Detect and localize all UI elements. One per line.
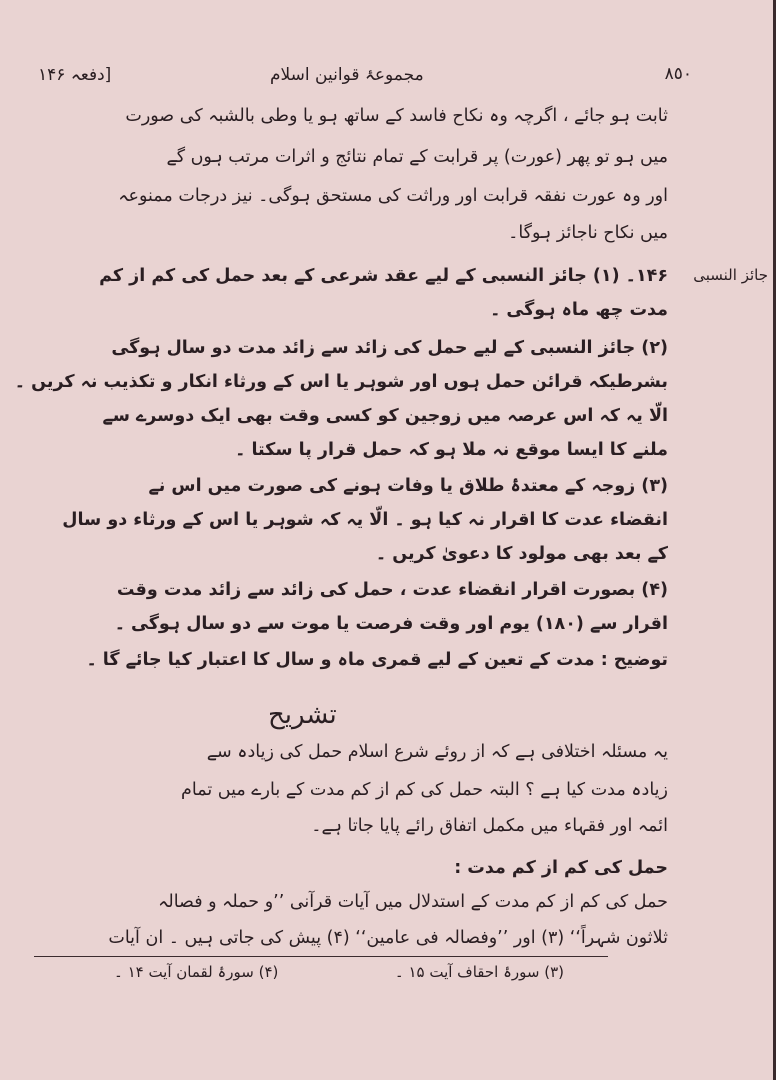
intro-line: اور وہ عورت نفقہ قرابت اور وراثت کی مستحق ہوگی۔ نیز درجات ممنوعہ xyxy=(118,186,668,206)
article-line: اقرار سے (۱۸۰) یوم اور وقت فرصت یا موت سے دو سال ہوگی ۔ xyxy=(114,614,668,634)
article-line: ملنے کا ایسا موقع نہ ملا ہو کہ حمل قرار پا سکتا ۔ xyxy=(235,440,668,460)
margin-note: جائز النسبی xyxy=(693,266,768,284)
commentary-heading: تشریح xyxy=(268,700,337,730)
book-title: مجموعۂ قوانین اسلام xyxy=(270,65,424,85)
article-line: بشرطیکہ قرائن حمل ہوں اور شوہر یا اس کے ورثاء انکار و تکذیب نہ کریں ۔ xyxy=(14,372,668,392)
page-number: ٨٥٠ xyxy=(664,64,692,84)
subsection-line: حمل کی کم از کم مدت کے استدلال میں آیات قرآنی ’’و حملہ و فصالہ xyxy=(158,892,668,912)
article-line: ۱۴۶۔ (۱) جائز النسبی کے لیے عقد شرعی کے بعد حمل کی کم از کم xyxy=(99,266,668,286)
article-line: الّا یہ کہ اس عرصہ میں زوجین کو کسی وقت بھی ایک دوسرے سے xyxy=(102,406,668,426)
commentary-line: زیادہ مدت کیا ہے ؟ البتہ حمل کی کم از کم مدت کے بارے میں تمام xyxy=(181,780,668,800)
section-reference: [دفعہ ۱۴۶ xyxy=(38,65,112,85)
article-line: مدت چھ ماہ ہوگی ۔ xyxy=(490,300,668,320)
footnote: (۳) سورۂ احقاف آیت ۱۵ ۔ xyxy=(394,963,564,981)
intro-line: میں نکاح ناجائز ہوگا۔ xyxy=(508,223,668,243)
subsection-line: ثلاثون شہراً‘‘ (۳) اور ’’وفصالہ فی عامین‘‘ (۴) پیش کی جاتی ہیں ۔ ان آیات xyxy=(108,928,668,948)
article-line: (۳) زوجہ کے معتدۂ طلاق یا وفات ہونے کی صورت میں اس نے xyxy=(148,476,668,496)
explanation-line: توضیح : مدت کے تعین کے لیے قمری ماہ و سال کا اعتبار کیا جائے گا ۔ xyxy=(86,650,668,670)
intro-line: ثابت ہو جائے ، اگرچہ وہ نکاح فاسد کے ساتھ ہو یا وطی بالشبہ کی صورت xyxy=(125,106,668,126)
article-line: انقضاء عدت کا اقرار نہ کیا ہو ۔ الّا یہ کہ شوہر یا اس کے ورثاء دو سال xyxy=(62,510,668,530)
article-line: (۴) بصورت اقرار انقضاء عدت ، حمل کی زائد سے زائد مدت وقت xyxy=(116,580,668,600)
commentary-line: یہ مسئلہ اختلافی ہے کہ از روئے شرع اسلام حمل کی زیادہ سے xyxy=(206,742,668,762)
article-line: کے بعد بھی مولود کا دعویٰ کریں ۔ xyxy=(375,544,668,564)
intro-line: میں ہو تو پھر (عورت) پر قرابت کے تمام نتائج و اثرات مرتب ہوں گے xyxy=(166,147,668,167)
subheading: حمل کی کم از کم مدت : xyxy=(454,858,668,878)
footnote: (۴) سورۂ لقمان آیت ۱۴ ۔ xyxy=(114,963,279,981)
article-line: (۲) جائز النسبی کے لیے حمل کی زائد سے زائد مدت دو سال ہوگی xyxy=(111,338,668,358)
commentary-line: ائمہ اور فقہاء میں مکمل اتفاق رائے پایا جاتا ہے۔ xyxy=(311,816,668,836)
footnote-divider xyxy=(34,956,608,957)
